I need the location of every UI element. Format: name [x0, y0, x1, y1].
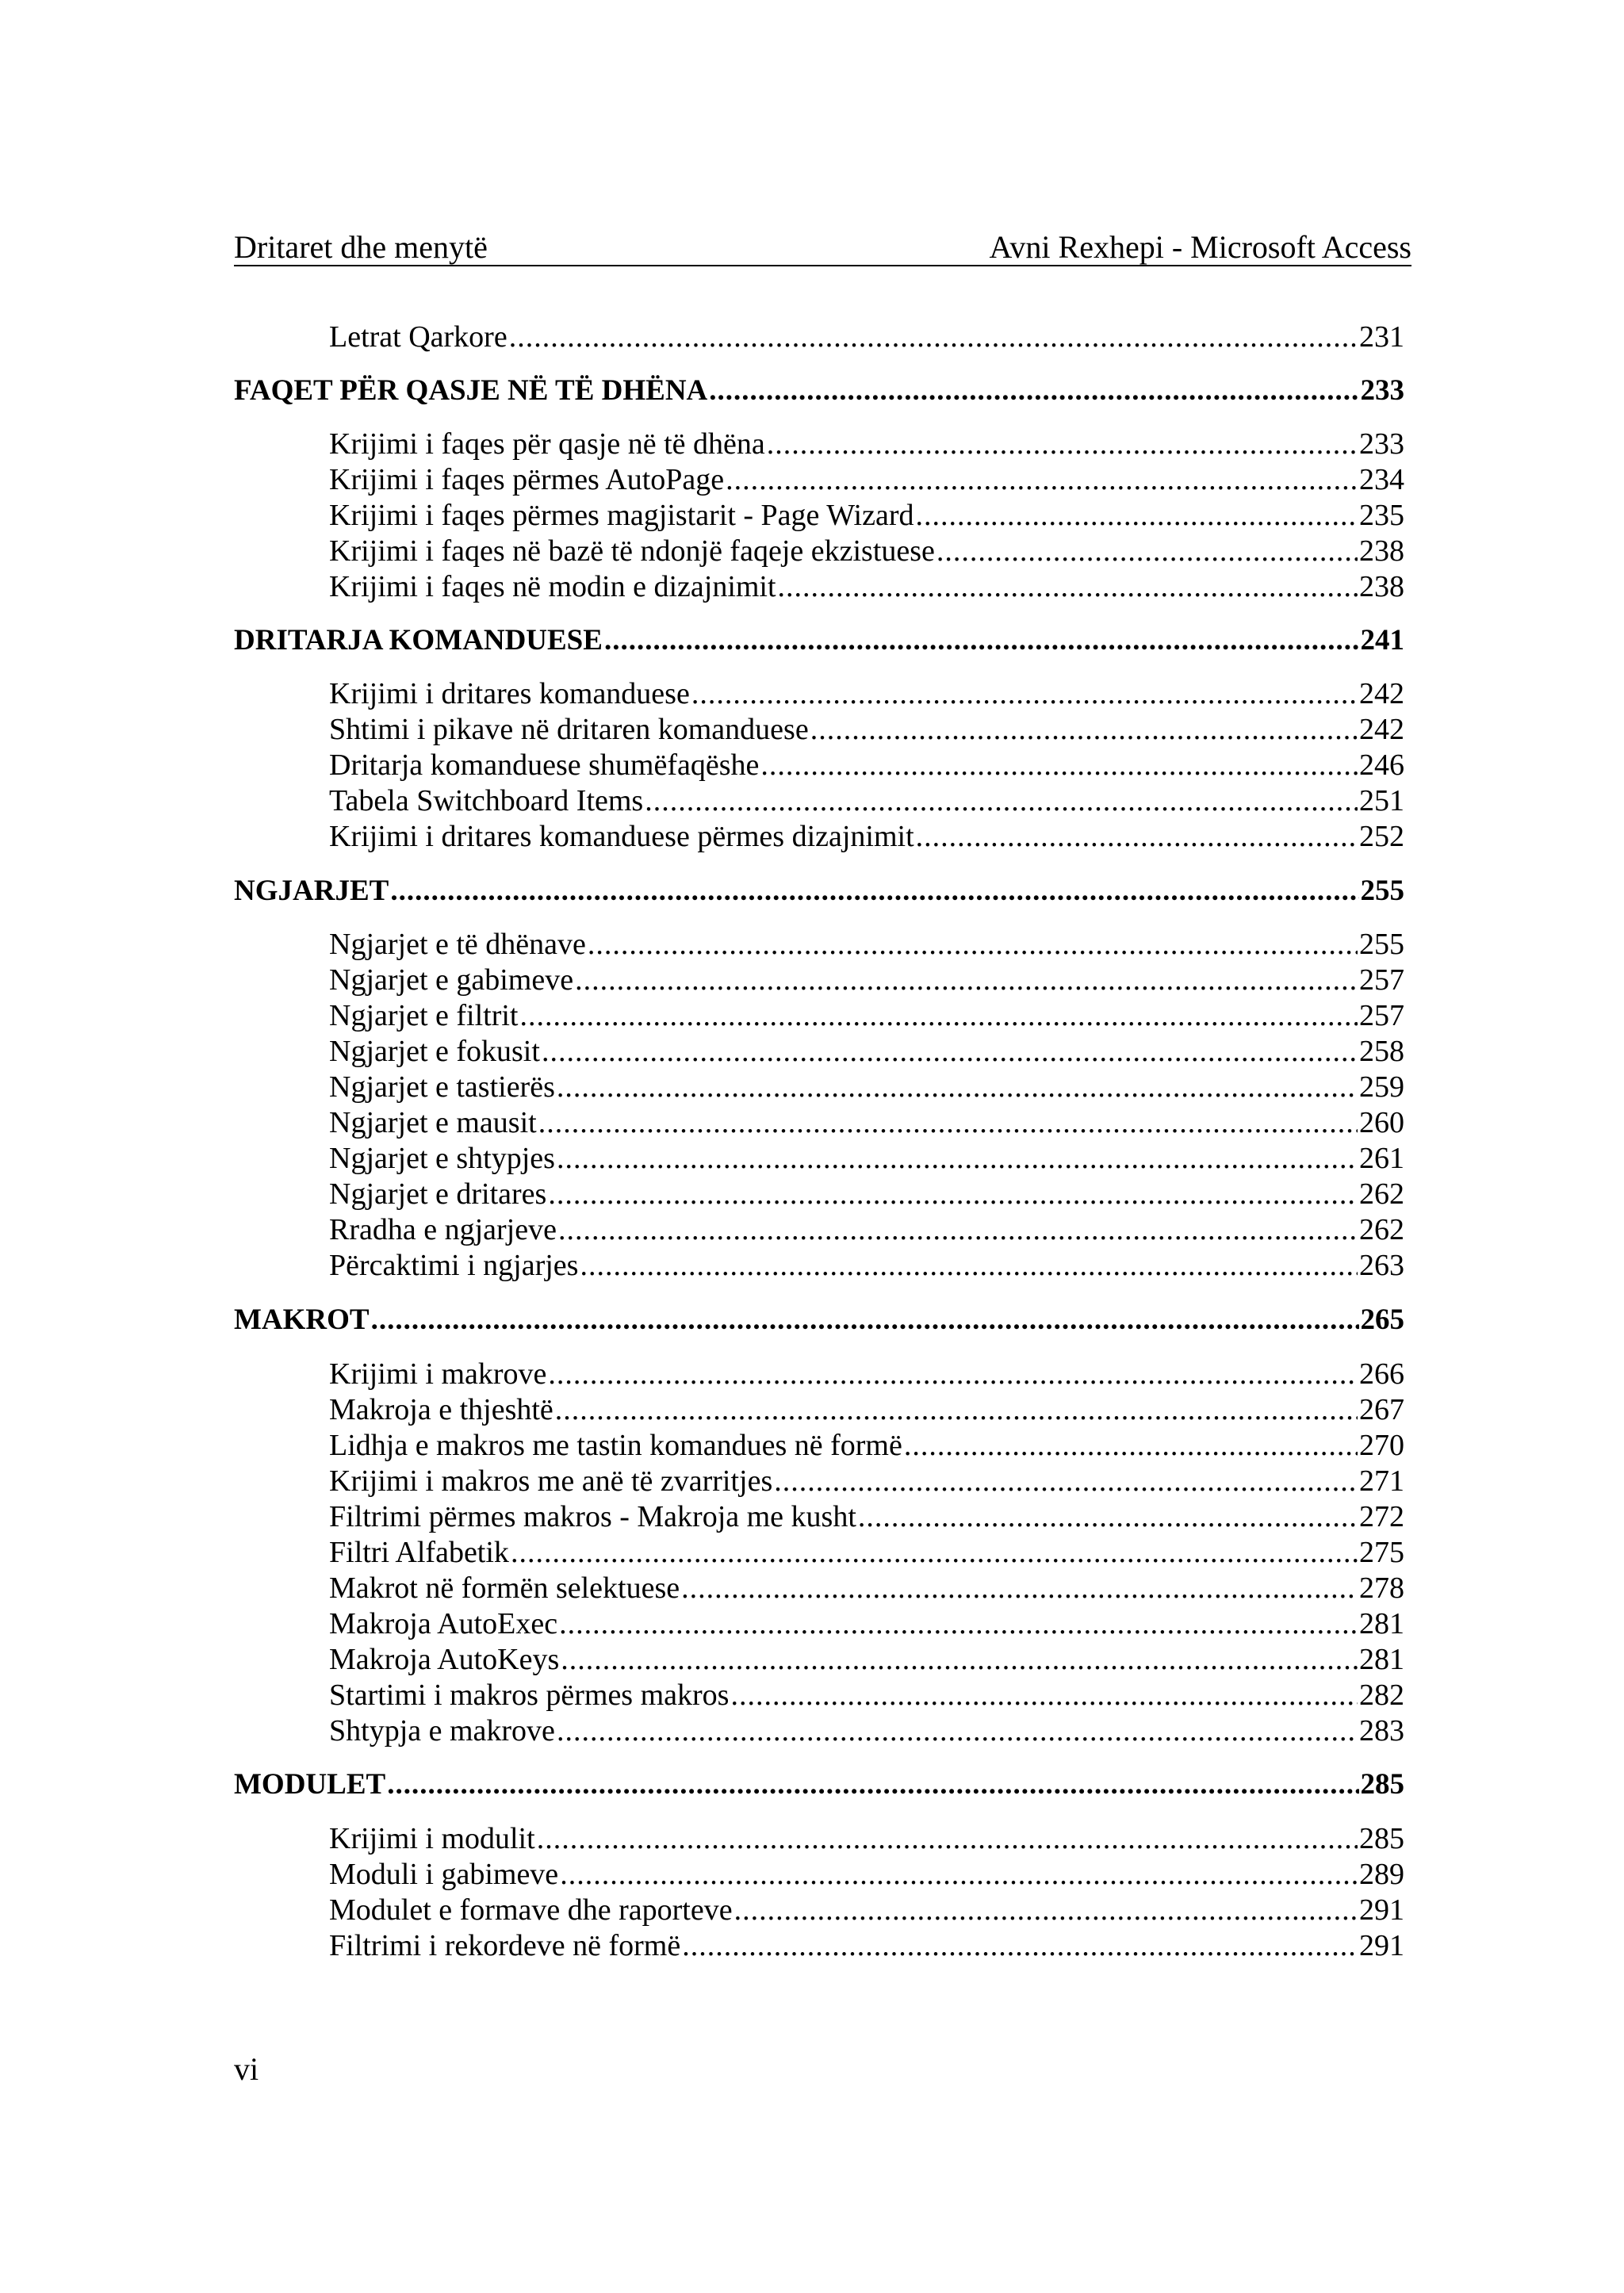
toc-entry-title: Filtrimi i rekordeve në formë	[329, 1929, 681, 1962]
toc-section-entry	[329, 533, 1404, 569]
toc-entry-title: Moduli i gabimeve	[329, 1858, 559, 1891]
toc-section-entry	[329, 1391, 1404, 1428]
toc-entry-page-number: 235	[1359, 499, 1404, 532]
toc-section-entry	[329, 1534, 1404, 1571]
toc-section-entry	[329, 1247, 1404, 1284]
dot-leader	[709, 373, 1358, 409]
dot-leader	[509, 319, 1358, 355]
dot-leader	[904, 1427, 1358, 1464]
toc-entry-page-number: 281	[1359, 1643, 1404, 1676]
toc-entry-title: Modulet e formave dhe raporteve	[329, 1893, 733, 1927]
toc-entry-title: Shtimi i pikave në dritaren komanduese	[329, 713, 809, 746]
toc-entry-page-number: 231	[1359, 320, 1404, 354]
toc-entry-page-number: 255	[1360, 875, 1404, 907]
toc-entry-title: Makrot në formën selektuese	[329, 1571, 680, 1605]
dot-leader	[936, 533, 1358, 569]
toc-entry-title: Startimi i makros përmes makros	[329, 1679, 730, 1712]
toc-section-entry	[329, 1677, 1404, 1713]
toc-section-entry	[329, 676, 1404, 712]
toc-section-entry	[329, 1606, 1404, 1642]
toc-section-entry	[329, 1356, 1404, 1392]
toc-entry-title: MODULET	[234, 1768, 386, 1801]
toc-entry-title: Ngjarjet e mausit	[329, 1106, 537, 1139]
toc-section-entry	[329, 1856, 1404, 1893]
toc-entry-title: Makroja AutoKeys	[329, 1643, 560, 1676]
toc-chapter-entry	[234, 373, 1404, 409]
toc-section-entry	[329, 1176, 1404, 1212]
dot-leader	[561, 1641, 1358, 1678]
toc-section-entry	[329, 818, 1404, 855]
toc-entry-page-number: 281	[1359, 1607, 1404, 1640]
dot-leader	[559, 1606, 1358, 1642]
dot-leader	[575, 962, 1358, 998]
toc-entry-title: DRITARJA KOMANDUESE	[234, 624, 603, 657]
toc-chapter-entry	[234, 1302, 1404, 1338]
toc-entry-page-number: 252	[1359, 820, 1404, 853]
toc-entry-page-number: 263	[1359, 1249, 1404, 1282]
toc-section-entry	[329, 783, 1404, 819]
toc-section-entry	[329, 1104, 1404, 1141]
toc-entry-page-number: 267	[1359, 1393, 1404, 1426]
toc-section-entry	[329, 1499, 1404, 1535]
toc-entry-page-number: 233	[1359, 427, 1404, 461]
toc-entry-page-number: 255	[1359, 928, 1404, 961]
toc-entry-page-number: 259	[1359, 1070, 1404, 1104]
toc-entry-title: Ngjarjet e dritares	[329, 1177, 547, 1211]
toc-entry-page-number: 262	[1359, 1213, 1404, 1246]
dot-leader	[730, 1677, 1358, 1713]
toc-entry-page-number: 234	[1359, 463, 1404, 496]
toc-section-entry	[329, 997, 1404, 1034]
toc-entry-page-number: 258	[1359, 1035, 1404, 1068]
toc-section-entry	[329, 1427, 1404, 1464]
toc-entry-page-number: 262	[1359, 1177, 1404, 1211]
dot-leader	[778, 568, 1358, 605]
toc-entry-title: Krijimi i faqes përmes AutoPage	[329, 463, 725, 496]
toc-section-entry	[329, 1212, 1404, 1248]
toc-chapter-entry	[234, 622, 1404, 659]
toc-entry-title: Filtri Alfabetik	[329, 1536, 509, 1569]
toc-entry-page-number: 266	[1359, 1357, 1404, 1391]
dot-leader	[734, 1892, 1358, 1928]
toc-entry-title: Krijimi i faqes në bazë të ndonjë faqeje ekzistuese	[329, 534, 935, 568]
toc-entry-title: Filtrimi përmes makros - Makroja me kusht	[329, 1500, 856, 1533]
toc-entry-title: Tabela Switchboard Items	[329, 784, 644, 817]
toc-section-entry	[329, 1069, 1404, 1105]
toc-entry-page-number: 233	[1360, 374, 1404, 407]
toc-entry-title: Ngjarjet e fokusit	[329, 1035, 540, 1068]
toc-entry-title: Shtypja e makrove	[329, 1714, 555, 1748]
toc-entry-title: Letrat Qarkore	[329, 320, 508, 354]
dot-leader	[538, 1104, 1358, 1141]
toc-entry-title: Krijimi i faqes në modin e dizajnimit	[329, 570, 776, 603]
toc-section-entry	[329, 926, 1404, 963]
dot-leader	[916, 497, 1358, 534]
toc-entry-title: Ngjarjet e tastierës	[329, 1070, 555, 1104]
toc-entry-page-number: 238	[1359, 534, 1404, 568]
toc-entry-page-number: 261	[1359, 1142, 1404, 1175]
toc-entry-title: MAKROT	[234, 1303, 370, 1336]
toc-entry-page-number: 257	[1359, 999, 1404, 1032]
toc-entry-page-number: 291	[1359, 1893, 1404, 1927]
toc-section-entry	[329, 1140, 1404, 1177]
dot-leader	[557, 1140, 1358, 1177]
dot-leader	[580, 1247, 1358, 1284]
toc-section-entry	[329, 497, 1404, 534]
toc-entry-page-number: 285	[1360, 1768, 1404, 1801]
toc-entry-page-number: 260	[1359, 1106, 1404, 1139]
dot-leader	[691, 676, 1358, 712]
dot-leader	[557, 1069, 1358, 1105]
toc-entry-title: Krijimi i dritares komanduese	[329, 677, 690, 710]
toc-section-entry	[329, 568, 1404, 605]
toc-entry-page-number: 291	[1359, 1929, 1404, 1962]
toc-entry-page-number: 246	[1359, 748, 1404, 782]
toc-entry-title: Krijimi i makrove	[329, 1357, 547, 1391]
dot-leader	[548, 1176, 1358, 1212]
toc-entry-page-number: 271	[1359, 1464, 1404, 1498]
toc-entry-page-number: 278	[1359, 1571, 1404, 1605]
toc-entry-page-number: 289	[1359, 1858, 1404, 1891]
toc-section-entry	[329, 1641, 1404, 1678]
page-number-folio: vi	[234, 2051, 259, 2087]
toc-section-entry	[329, 1463, 1404, 1499]
dot-leader	[774, 1463, 1358, 1499]
toc-entry-page-number: 242	[1359, 677, 1404, 710]
dot-leader	[519, 997, 1358, 1034]
toc-entry-title: Dritarja komanduese shumëfaqëshe	[329, 748, 760, 782]
toc-section-entry	[329, 461, 1404, 498]
dot-leader	[604, 622, 1359, 659]
running-header	[234, 222, 1411, 263]
toc-entry-title: Lidhja e makros me tastin komandues në formë	[329, 1429, 902, 1462]
dot-leader	[542, 1033, 1358, 1070]
toc-entry-title: Makroja e thjeshtë	[329, 1393, 553, 1426]
dot-leader	[916, 818, 1358, 855]
toc-entry-title: Ngjarjet e shtypjes	[329, 1142, 555, 1175]
dot-leader	[555, 1391, 1358, 1428]
toc-entry-page-number: 251	[1359, 784, 1404, 817]
toc-entry-title: Rradha e ngjarjeve	[329, 1213, 557, 1246]
dot-leader	[557, 1713, 1358, 1749]
toc-entry-title: Ngjarjet e filtrit	[329, 999, 519, 1032]
toc-entry-page-number: 283	[1359, 1714, 1404, 1748]
toc-section-entry	[329, 1713, 1404, 1749]
dot-leader	[511, 1534, 1358, 1571]
toc-section-entry	[329, 1820, 1404, 1857]
dot-leader	[588, 926, 1358, 963]
toc-section-entry	[329, 711, 1404, 748]
dot-leader	[726, 461, 1358, 498]
toc-section-entry	[329, 1033, 1404, 1070]
toc-entry-title: Krijimi i modulit	[329, 1822, 535, 1855]
toc-section-entry	[329, 319, 1404, 355]
toc-entry-page-number: 238	[1359, 570, 1404, 603]
toc-section-entry	[329, 1570, 1404, 1606]
toc-entry-title: Krijimi i faqes përmes magjistarit - Page Wizard	[329, 499, 914, 532]
dot-leader	[537, 1820, 1358, 1857]
toc-entry-page-number: 257	[1359, 963, 1404, 997]
toc-section-entry	[329, 1892, 1404, 1928]
toc-entry-title: Makroja AutoExec	[329, 1607, 558, 1640]
toc-entry-page-number: 242	[1359, 713, 1404, 746]
toc-section-entry	[329, 962, 1404, 998]
toc-entry-title: Krijimi i faqes për qasje në të dhëna	[329, 427, 765, 461]
dot-leader	[548, 1356, 1358, 1392]
toc-entry-title: Ngjarjet e gabimeve	[329, 963, 574, 997]
toc-entry-title: Krijimi i dritares komanduese përmes dizajnimit	[329, 820, 914, 853]
dot-leader	[810, 711, 1358, 748]
dot-leader	[371, 1302, 1359, 1338]
dot-leader	[645, 783, 1358, 819]
toc-entry-title: Krijimi i makros me anë të zvarritjes	[329, 1464, 773, 1498]
dot-leader	[681, 1570, 1358, 1606]
toc-entry-page-number: 282	[1359, 1679, 1404, 1712]
dot-leader	[767, 426, 1358, 462]
dot-leader	[558, 1212, 1358, 1248]
toc-entry-page-number: 272	[1359, 1500, 1404, 1533]
dot-leader	[858, 1499, 1358, 1535]
dot-leader	[390, 873, 1358, 909]
header-left-title: Dritaret dhe menytë	[234, 229, 488, 265]
toc-entry-page-number: 275	[1359, 1536, 1404, 1569]
toc-chapter-entry	[234, 873, 1404, 909]
header-right-title: Avni Rexhepi - Microsoft Access	[989, 229, 1411, 265]
dot-leader	[760, 747, 1358, 783]
toc-chapter-entry	[234, 1767, 1404, 1803]
toc-section-entry	[329, 1927, 1404, 1964]
dot-leader	[560, 1856, 1358, 1893]
toc-entry-title: Ngjarjet e të dhënave	[329, 928, 586, 961]
header-rule	[234, 265, 1411, 266]
toc-entry-page-number: 270	[1359, 1429, 1404, 1462]
toc-entry-page-number: 241	[1360, 624, 1404, 657]
toc-entry-page-number: 265	[1360, 1303, 1404, 1336]
toc-entry-title: FAQET PËR QASJE NË TË DHËNA	[234, 374, 708, 407]
toc-entry-title: NGJARJET	[234, 875, 389, 907]
toc-entry-title: Përcaktimi i ngjarjes	[329, 1249, 579, 1282]
toc-entry-page-number: 285	[1359, 1822, 1404, 1855]
toc-section-entry	[329, 426, 1404, 462]
dot-leader	[682, 1927, 1358, 1964]
dot-leader	[387, 1767, 1358, 1803]
toc-section-entry	[329, 747, 1404, 783]
